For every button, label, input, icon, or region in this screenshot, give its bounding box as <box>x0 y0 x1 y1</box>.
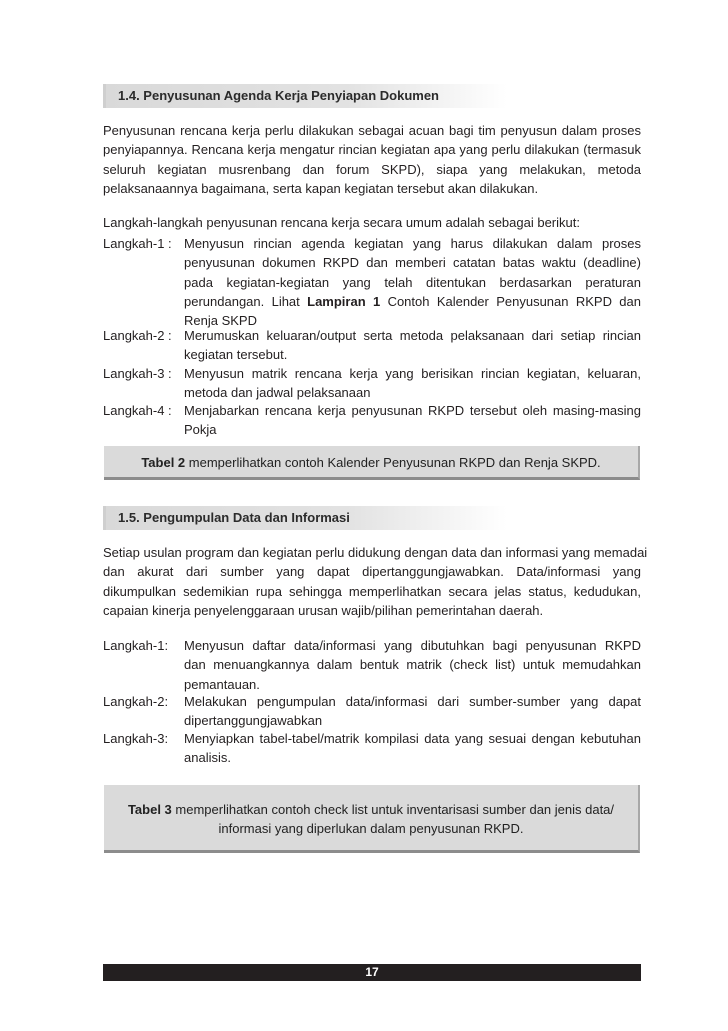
step-text-segment: Contoh Kalender Penyusunan RKPD dan <box>380 293 641 309</box>
paragraph-line: pelaksanaannya bagaimana, serta kapan kegiatan tersebut akan dilakukan. <box>103 180 539 196</box>
step-text <box>184 364 641 403</box>
step-label: Langkah-3 : <box>103 366 172 381</box>
step-text-segment: perundangan. Lihat <box>184 293 308 309</box>
step-line: Melakukan pengumpulan data/informasi dari sumber-sumber yang dapat <box>184 694 641 709</box>
tabel-2-callout <box>104 446 640 480</box>
paragraph-line: dikumpulkan sedemikian rupa sehingga memperlihatkan secara jelas status, kedudukan, <box>103 583 641 599</box>
step-label: Langkah-1 : <box>103 236 172 251</box>
step-line: Menjabarkan rencana kerja penyusunan RKPD tersebut oleh masing-masing <box>184 403 641 418</box>
steps-intro: Langkah-langkah penyusunan rencana kerja secara umum adalah sebagai berikut: <box>103 215 580 230</box>
step-line: Pokja <box>184 422 217 438</box>
step-line: Menyusun matrik rencana kerja yang berisikan rincian kegiatan, keluaran, <box>184 366 641 381</box>
step-line: Menyusun rincian agenda kegiatan yang harus dilakukan dalam proses <box>184 236 641 251</box>
tabel-3-reference: Tabel 3 <box>127 802 172 817</box>
section-15-intro <box>103 543 648 620</box>
step-text <box>184 401 641 440</box>
step-line: Menyusun daftar data/informasi yang dibutuhkan bagi penyusunan RKPD <box>184 638 641 653</box>
step-text <box>184 234 641 330</box>
callout-text-line-1 <box>104 802 638 817</box>
tabel-2-reference: Tabel 2 <box>141 455 186 470</box>
section-14-heading-text: 1.4. Penyusunan Agenda Kerja Penyiapan Dokumen <box>118 88 440 103</box>
section-15-heading <box>103 506 641 530</box>
step-label: Langkah-2 : <box>103 328 172 343</box>
paragraph-line: Penyusunan rencana kerja perlu dilakukan sebagai acuan bagi tim penyusun dalam proses <box>103 123 641 138</box>
step-line: Merumuskan keluaran/output serta metoda pelaksanaan dari setiap rincian <box>184 328 641 343</box>
paragraph-line: seluruh kegiatan musrenbang dan forum SKPD), siapa yang melakukan, metoda <box>103 161 641 177</box>
section-15-heading-text: 1.5. Pengumpulan Data dan Informasi <box>118 510 350 525</box>
step-label: Langkah-2: <box>103 694 169 709</box>
step-line: pada kegiatan-kegiatan yang telah ditentukan berdasarkan peraturan <box>184 274 641 290</box>
step-text <box>184 636 641 694</box>
paragraph-line: capaian kinerja penyelenggaraan urusan wajib/pilihan pemerintahan daerah. <box>103 602 544 618</box>
callout-body: memperlihatkan contoh check list untuk inventarisasi sumber dan jenis data/ <box>171 802 615 817</box>
step-text <box>184 692 641 731</box>
step-text <box>184 729 641 768</box>
callout-text-line-2: informasi yang diperlukan dalam penyusunan RKPD. <box>218 821 524 836</box>
step-line: metoda dan jadwal pelaksanaan <box>184 385 371 401</box>
step-line: kegiatan tersebut. <box>184 347 288 363</box>
step-label: Langkah-4 : <box>103 403 172 418</box>
lampiran-reference: Lampiran 1 <box>307 293 381 309</box>
step-line: dan menuangkannya dalam bentuk matrik (check list) untuk memudahkan <box>184 657 641 673</box>
step-line: Menyiapkan tabel-tabel/matrik kompilasi data yang sesuai dengan kebutuhan <box>184 731 641 746</box>
callout-body: memperlihatkan contoh Kalender Penyusunan RKPD dan Renja SKPD. <box>185 455 601 470</box>
step-label: Langkah-3: <box>103 731 169 746</box>
page-number: 17 <box>365 965 379 979</box>
callout-text <box>104 455 638 470</box>
step-line: pemantauan. <box>184 676 260 692</box>
section-14-heading <box>103 84 641 108</box>
paragraph-line: dan akurat dari sumber yang dapat dipertanggungjawabkan. Data/informasi yang <box>103 564 641 580</box>
step-text <box>184 326 641 365</box>
step-line <box>184 292 641 311</box>
paragraph-line: penyiapannya. Rencana kerja mengatur rincian kegiatan apa yang perlu dilakukan (termasuk <box>103 142 641 158</box>
tabel-3-callout <box>104 785 640 853</box>
page-footer-bar <box>103 964 641 981</box>
step-line: penyusunan dokumen RKPD dan memberi catatan batas waktu (deadline) <box>184 255 641 271</box>
step-line: Renja SKPD <box>184 313 257 329</box>
step-line: analisis. <box>184 750 231 766</box>
step-label: Langkah-1: <box>103 638 169 653</box>
paragraph-line: Setiap usulan program dan kegiatan perlu didukung dengan data dan informasi yang memadai <box>103 545 648 560</box>
step-line: dipertanggungjawabkan <box>184 713 323 729</box>
section-14-intro <box>103 121 641 198</box>
